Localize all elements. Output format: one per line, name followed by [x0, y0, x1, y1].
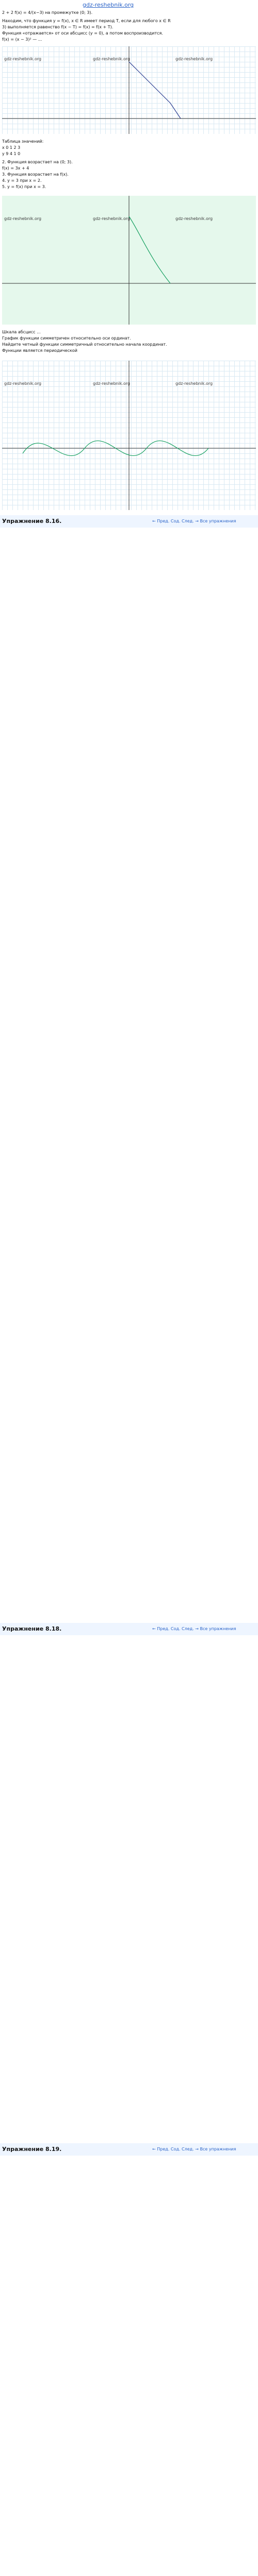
text-line: Найдите четный функции симметричный относительно начала координат.: [2, 342, 167, 347]
exercise-header: [0, 2143, 258, 2156]
watermark: gdz-reshebnik.org: [93, 216, 131, 221]
text-line: Таблица значений:: [2, 139, 44, 144]
exercise-nav[interactable]: ← Пред. Сод. След. → Все упражнения: [152, 2147, 236, 2151]
watermark: gdz-reshebnik.org: [4, 216, 42, 221]
watermark: gdz-reshebnik.org: [175, 216, 213, 221]
text-line: Функции является периодической: [2, 348, 77, 353]
text-line: Шкала абсцисс ...: [2, 330, 41, 334]
text-line: f(x) = (x − 3)² — ...: [2, 37, 42, 42]
watermark: gdz-reshebnik.org: [4, 381, 42, 386]
text-line: 2. Функция возрастает на (0; 3).: [2, 160, 73, 164]
exercise-title: Упражнение 8.18.: [2, 1625, 62, 1632]
text-line: Функция «отражается» от оси абсцисс (y = 0), а потом воспроизводится.: [2, 31, 163, 36]
text-line: 4. y = 3 при x = 2.: [2, 178, 42, 183]
watermark: gdz-reshebnik.org: [93, 381, 131, 386]
text-line: f(x) = 3x + 4: [2, 166, 29, 171]
exercise-header: [0, 515, 258, 528]
text-line: x 0 1 2 3: [2, 145, 21, 150]
exercise-nav[interactable]: ← Пред. Сод. След. → Все упражнения: [152, 519, 236, 523]
text-line: 3. Функция возрастает на f(x).: [2, 172, 69, 177]
exercise-nav[interactable]: ← Пред. Сод. След. → Все упражнения: [152, 1626, 236, 1631]
text-line: График функции симметричен относительно оси ординат.: [2, 336, 131, 341]
text-line: 3) выполняется равенство f(x − T) = f(x) = f(x + T).: [2, 25, 114, 29]
watermark: gdz-reshebnik.org: [93, 57, 131, 61]
exercise-title: Упражнение 8.19.: [2, 2146, 62, 2153]
watermark: gdz-reshebnik.org: [175, 57, 213, 61]
text-line: Находим, что функция y = f(x), x ∈ R имеет период T, если для любого x ∈ R: [2, 19, 171, 23]
text-line: 5. y = f(x) при x = 3.: [2, 184, 46, 189]
text-line: y 9 4 1 0: [2, 151, 21, 156]
graph-svg: [2, 196, 256, 325]
exercise-header: [0, 1623, 258, 1635]
graph-figure: [2, 196, 256, 325]
site-link[interactable]: gdz-reshebnik.org: [83, 2, 134, 8]
watermark: gdz-reshebnik.org: [4, 57, 42, 61]
exercise-title: Упражнение 8.16.: [2, 518, 62, 524]
watermark: gdz-reshebnik.org: [175, 381, 213, 386]
text-line: 2 + 2 f(x) = 4/(x−3) на промежутке (0; 3).: [2, 10, 93, 15]
